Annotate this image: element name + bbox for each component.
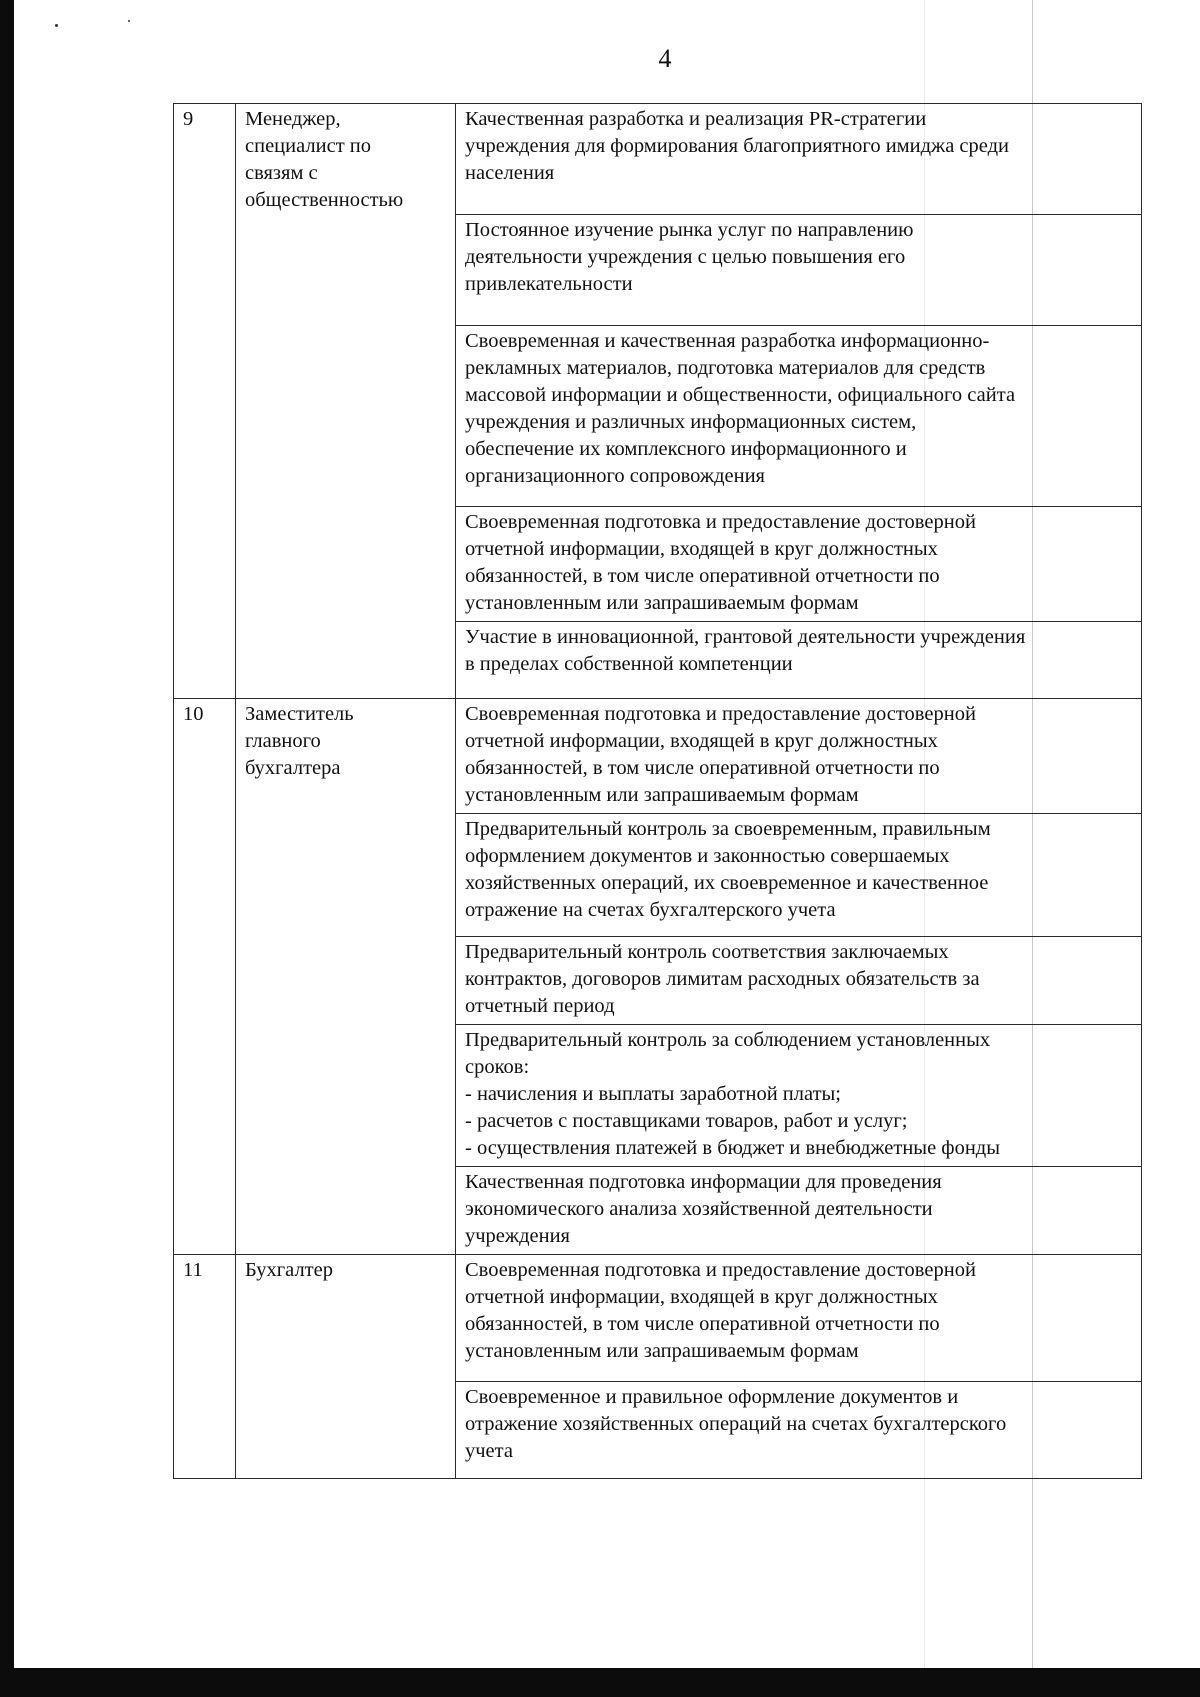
- duty-text-line: Предварительный контроль за своевременным, правильным: [465, 818, 991, 840]
- row-number-cell: [174, 104, 236, 699]
- duty-text-line: хозяйственных операций, их своевременное и качественное: [465, 872, 989, 894]
- duty-cell: [456, 1255, 1142, 1382]
- duty-text-line: экономического анализа хозяйственной деятельности: [465, 1198, 933, 1220]
- duty-text-line: Своевременная подготовка и предоставление достоверной: [465, 511, 976, 533]
- duty-cell: [456, 104, 1142, 215]
- duty-text-line: в пределах собственной компетенции: [465, 653, 793, 675]
- position-title-line: главного: [245, 730, 321, 752]
- duty-text-line: установленным или запрашиваемым формам: [465, 784, 859, 806]
- position-title-line: Менеджер,: [245, 108, 341, 130]
- table-row: [174, 104, 1142, 215]
- duty-text-line: установленным или запрашиваемым формам: [465, 1340, 859, 1362]
- duty-text-line: Своевременная подготовка и предоставление достоверной: [465, 703, 976, 725]
- row-number: 9: [183, 108, 194, 130]
- duty-text-line: Своевременная и качественная разработка информационно-: [465, 330, 990, 352]
- position-cell: [236, 104, 456, 699]
- position-title-line: общественностью: [245, 189, 404, 211]
- position-title-line: специалист по: [245, 135, 371, 157]
- duty-text-line: учета: [465, 1440, 513, 1462]
- duty-text-line: отражение хозяйственных операций на счетах бухгалтерского: [465, 1413, 1007, 1435]
- position-cell: [236, 1255, 456, 1479]
- duty-text-line: населения: [465, 162, 555, 184]
- duty-text-line: обязанностей, в том числе оперативной отчетности по: [465, 1313, 940, 1335]
- scan-left-edge: [0, 0, 14, 1697]
- duty-text-line: сроков:: [465, 1056, 530, 1078]
- duty-text-line: учреждения и различных информационных систем,: [465, 411, 917, 433]
- scan-speck: [128, 20, 130, 22]
- duty-text-line: отчетной информации, входящей в круг должностных: [465, 730, 938, 752]
- row-number: 10: [183, 703, 204, 725]
- duty-text-line: отчетный период: [465, 995, 615, 1017]
- scan-bottom-edge: [0, 1668, 1200, 1697]
- duty-text-line: массовой информации и общественности, официального сайта: [465, 384, 1016, 406]
- duty-text-line: - осуществления платежей в бюджет и внебюджетные фонды: [465, 1137, 1001, 1159]
- duty-text-line: отражение на счетах бухгалтерского учета: [465, 899, 836, 921]
- duty-text-line: - начисления и выплаты заработной платы;: [465, 1083, 842, 1105]
- duties-table-body: [174, 104, 1142, 1479]
- duty-cell: [456, 622, 1142, 699]
- row-number-cell: [174, 699, 236, 1255]
- duty-text-line: Качественная подготовка информации для проведения: [465, 1171, 942, 1193]
- duty-cell: [456, 507, 1142, 622]
- duty-text-line: отчетной информации, входящей в круг должностных: [465, 1286, 938, 1308]
- duties-table: [173, 103, 1142, 1479]
- duty-text-line: учреждения для формирования благоприятного имиджа среди: [465, 135, 1010, 157]
- duty-cell: [456, 1167, 1142, 1255]
- position-title-line: Бухгалтер: [245, 1259, 333, 1281]
- duty-text-line: установленным или запрашиваемым формам: [465, 592, 859, 614]
- duty-cell: [456, 326, 1142, 507]
- duty-text-line: привлекательности: [465, 273, 633, 295]
- duty-text-line: Качественная разработка и реализация PR-стратегии: [465, 108, 927, 130]
- table-row: [174, 1255, 1142, 1382]
- duty-text-line: деятельности учреждения с целью повышения его: [465, 246, 906, 268]
- row-number: 11: [183, 1259, 203, 1281]
- duty-text-line: Постоянное изучение рынка услуг по направлению: [465, 219, 914, 241]
- duty-text-line: - расчетов с поставщиками товаров, работ и услуг;: [465, 1110, 908, 1132]
- duty-text-line: Предварительный контроль соответствия заключаемых: [465, 941, 949, 963]
- duty-cell: [456, 1382, 1142, 1479]
- scan-speck: [55, 24, 58, 27]
- duty-cell: [456, 814, 1142, 937]
- duty-text-line: Участие в инновационной, грантовой деятельности учреждения: [465, 626, 1026, 648]
- duty-text-line: рекламных материалов, подготовка материалов для средств: [465, 357, 986, 379]
- duty-cell: [456, 1025, 1142, 1167]
- position-title-line: бухгалтера: [245, 757, 341, 779]
- duty-cell: [456, 699, 1142, 814]
- duty-text-line: оформлением документов и законностью совершаемых: [465, 845, 950, 867]
- duty-text-line: отчетной информации, входящей в круг должностных: [465, 538, 938, 560]
- duty-text-line: Своевременная подготовка и предоставление достоверной: [465, 1259, 976, 1281]
- table-row: [174, 699, 1142, 814]
- duty-text-line: обязанностей, в том числе оперативной отчетности по: [465, 565, 940, 587]
- position-title-line: Заместитель: [245, 703, 354, 725]
- duty-cell: [456, 215, 1142, 326]
- duty-text-line: учреждения: [465, 1225, 570, 1247]
- position-cell: [236, 699, 456, 1255]
- page-number: 4: [658, 44, 672, 73]
- duty-text-line: организационного сопровождения: [465, 465, 765, 487]
- row-number-cell: [174, 1255, 236, 1479]
- duty-text-line: обеспечение их комплексного информационного и: [465, 438, 907, 460]
- duty-text-line: Своевременное и правильное оформление документов и: [465, 1386, 959, 1408]
- duty-text-line: контрактов, договоров лимитам расходных обязательств за: [465, 968, 980, 990]
- position-title-line: связям с: [245, 162, 318, 184]
- duty-text-line: Предварительный контроль за соблюдением установленных: [465, 1029, 991, 1051]
- duty-cell: [456, 937, 1142, 1025]
- duty-text-line: обязанностей, в том числе оперативной отчетности по: [465, 757, 940, 779]
